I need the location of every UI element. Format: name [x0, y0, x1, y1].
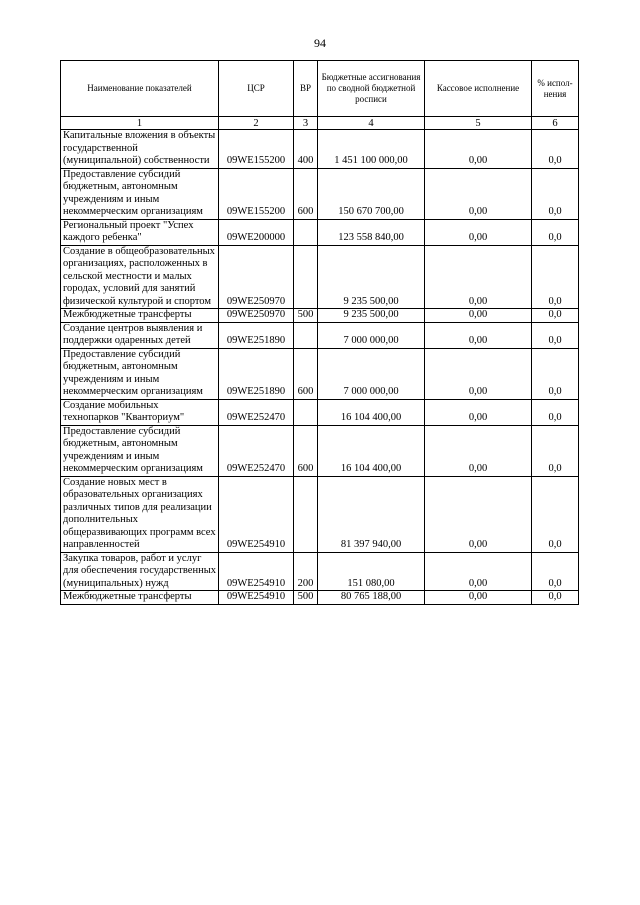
header-csr: ЦСР [219, 61, 294, 117]
row-pct: 0,0 [532, 245, 579, 309]
table-body [61, 117, 579, 605]
row-vr: 400 [294, 130, 318, 169]
row-name: Предоставление субсидий бюджетным, автономным учреждениям и иным некоммерческим организациям [61, 348, 219, 399]
row-cash: 0,00 [425, 399, 532, 425]
row-name: Создание в общеобразовательных организациях, расположенных в сельской местности и малых городах, условий для занятий физической культурой и спортом [61, 245, 219, 309]
col-number: 3 [294, 117, 318, 130]
row-vr [294, 476, 318, 552]
col-number: 1 [61, 117, 219, 130]
row-name: Создание мобильных технопарков "Кванториум" [61, 399, 219, 425]
row-pct: 0,0 [532, 552, 579, 591]
row-budget: 123 558 840,00 [318, 219, 425, 245]
row-pct: 0,0 [532, 309, 579, 323]
row-csr: 09WE200000 [219, 219, 294, 245]
row-name: Закупка товаров, работ и услуг для обеспечения государственных (муниципальных) нужд [61, 552, 219, 591]
row-vr: 200 [294, 552, 318, 591]
row-budget: 150 670 700,00 [318, 168, 425, 219]
row-vr: 600 [294, 168, 318, 219]
header-cash: Кассовое исполнение [425, 61, 532, 117]
row-vr [294, 322, 318, 348]
row-pct: 0,0 [532, 476, 579, 552]
row-vr: 500 [294, 309, 318, 323]
row-vr [294, 219, 318, 245]
col-number: 5 [425, 117, 532, 130]
row-csr: 09WE252470 [219, 425, 294, 476]
row-pct: 0,0 [532, 348, 579, 399]
table-row [61, 168, 579, 219]
row-csr: 09WE254910 [219, 591, 294, 605]
row-pct: 0,0 [532, 168, 579, 219]
table-row [61, 130, 579, 169]
row-name: Межбюджетные трансферты [61, 591, 219, 605]
header-name: Наименование показателей [61, 61, 219, 117]
row-pct: 0,0 [532, 130, 579, 169]
row-csr: 09WE155200 [219, 130, 294, 169]
row-cash: 0,00 [425, 348, 532, 399]
row-csr: 09WE250970 [219, 309, 294, 323]
row-cash: 0,00 [425, 476, 532, 552]
row-csr: 09WE251890 [219, 322, 294, 348]
table-row [61, 219, 579, 245]
row-pct: 0,0 [532, 425, 579, 476]
row-vr [294, 399, 318, 425]
table-row [61, 245, 579, 309]
row-name: Создание центров выявления и поддержки одаренных детей [61, 322, 219, 348]
row-cash: 0,00 [425, 322, 532, 348]
table-row [61, 476, 579, 552]
row-cash: 0,00 [425, 168, 532, 219]
row-budget: 16 104 400,00 [318, 425, 425, 476]
row-cash: 0,00 [425, 130, 532, 169]
row-csr: 09WE254910 [219, 476, 294, 552]
budget-table [60, 60, 579, 605]
table-row [61, 591, 579, 605]
row-budget: 16 104 400,00 [318, 399, 425, 425]
row-budget: 1 451 100 000,00 [318, 130, 425, 169]
row-name: Создание новых мест в образовательных организациях различных типов для реализации дополнительных общеразвивающих программ всех направленностей [61, 476, 219, 552]
col-number: 4 [318, 117, 425, 130]
row-pct: 0,0 [532, 322, 579, 348]
row-name: Региональный проект "Успех каждого ребенка" [61, 219, 219, 245]
row-vr: 500 [294, 591, 318, 605]
row-vr: 600 [294, 425, 318, 476]
col-number: 2 [219, 117, 294, 130]
row-csr: 09WE250970 [219, 245, 294, 309]
row-name: Предоставление субсидий бюджетным, автономным учреждениям и иным некоммерческим организациям [61, 425, 219, 476]
row-csr: 09WE252470 [219, 399, 294, 425]
table-row [61, 322, 579, 348]
row-cash: 0,00 [425, 245, 532, 309]
row-budget: 80 765 188,00 [318, 591, 425, 605]
header-pct: % испол- нения [532, 61, 579, 117]
row-vr [294, 245, 318, 309]
table-header-row [61, 61, 579, 117]
row-cash: 0,00 [425, 591, 532, 605]
table-row [61, 552, 579, 591]
row-name: Капитальные вложения в объекты государственной (муниципальной) собственности [61, 130, 219, 169]
page-number: 94 [314, 36, 326, 50]
row-csr: 09WE251890 [219, 348, 294, 399]
table-row [61, 348, 579, 399]
header-budget: Бюджетные ассигнования по сводной бюджетной росписи [318, 61, 425, 117]
row-cash: 0,00 [425, 309, 532, 323]
col-number: 6 [532, 117, 579, 130]
row-budget: 7 000 000,00 [318, 322, 425, 348]
row-csr: 09WE155200 [219, 168, 294, 219]
row-budget: 81 397 940,00 [318, 476, 425, 552]
row-cash: 0,00 [425, 425, 532, 476]
row-csr: 09WE254910 [219, 552, 294, 591]
row-name: Предоставление субсидий бюджетным, автономным учреждениям и иным некоммерческим организациям [61, 168, 219, 219]
table-row [61, 425, 579, 476]
row-budget: 151 080,00 [318, 552, 425, 591]
header-vr: ВР [294, 61, 318, 117]
column-numbers-row [61, 117, 579, 130]
row-budget: 9 235 500,00 [318, 245, 425, 309]
row-pct: 0,0 [532, 399, 579, 425]
table-row [61, 399, 579, 425]
row-pct: 0,0 [532, 219, 579, 245]
row-cash: 0,00 [425, 219, 532, 245]
table-row [61, 309, 579, 323]
row-pct: 0,0 [532, 591, 579, 605]
row-name: Межбюджетные трансферты [61, 309, 219, 323]
row-budget: 9 235 500,00 [318, 309, 425, 323]
row-budget: 7 000 000,00 [318, 348, 425, 399]
row-cash: 0,00 [425, 552, 532, 591]
row-vr: 600 [294, 348, 318, 399]
